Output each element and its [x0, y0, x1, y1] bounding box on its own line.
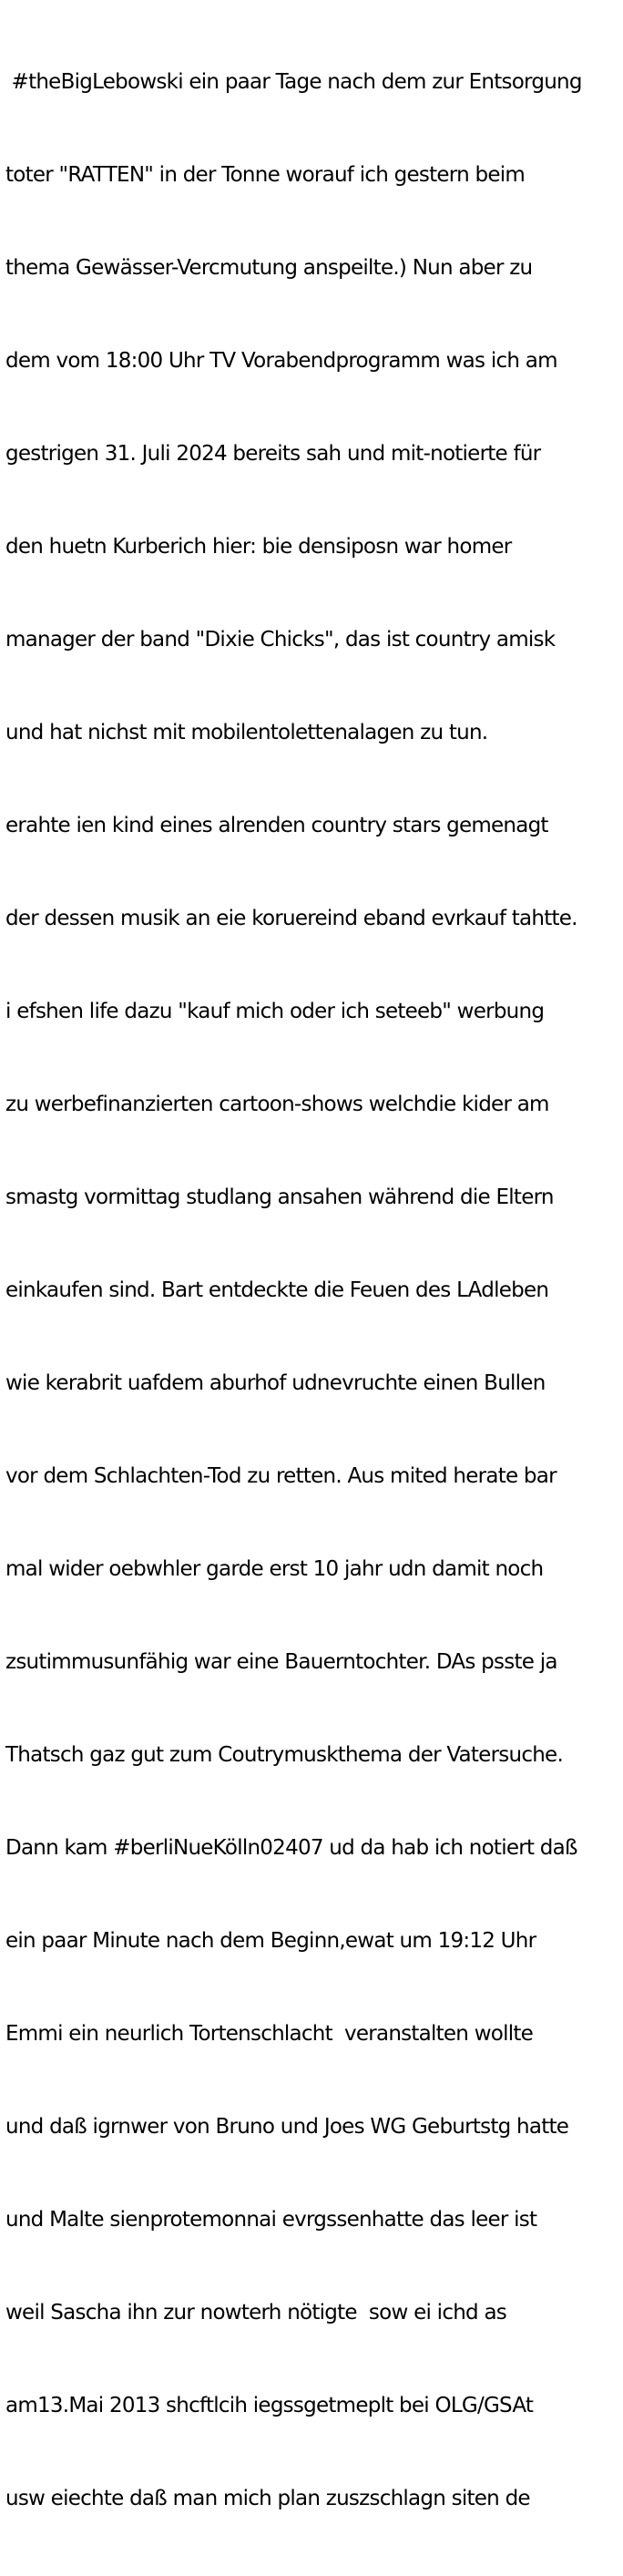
- text-line-16: vor dem Schlachten-Tod zu retten. Aus mited herate bar: [5, 1464, 557, 1488]
- text-line-23: und daß igrnwer von Bruno und Joes WG Geburtstg hatte: [5, 2115, 569, 2139]
- text-line-19: Thatsch gaz gut zum Coutrymuskthema der Vatersuche.: [5, 1743, 564, 1767]
- text-line-7: manager der band "Dixie Chicks", das ist country amisk: [5, 628, 556, 652]
- text-line-21: ein paar Minute nach dem Beginn,ewat um 19:12 Uhr: [5, 1929, 536, 1953]
- text-line-2: toter "RATTEN" in der Tonne worauf ich gestern beim: [5, 163, 526, 187]
- document-body-text: [5, 5, 623, 2576]
- text-line-20: Dann kam #berliNueKölln02407 ud da hab ich notiert daß: [5, 1836, 577, 1860]
- text-line-9: erahte ien kind eines alrenden country stars gemenagt: [5, 814, 548, 837]
- text-line-17: mal wider oebwhler garde erst 10 jahr udn damit noch: [5, 1557, 544, 1581]
- text-line-15: wie kerabrit uafdem aburhof udnevruchte einen Bullen: [5, 1371, 546, 1395]
- text-line-6: den huetn Kurberich hier: bie densiposn war homer: [5, 535, 512, 559]
- text-line-22: Emmi ein neurlich Tortenschlacht veranstalten wollte: [5, 2022, 534, 2046]
- text-line-13: smastg vormittag studlang ansahen während die Eltern: [5, 1185, 554, 1209]
- text-line-8: und hat nichst mit mobilentolettenalagen zu tun.: [5, 721, 488, 744]
- text-line-27: usw eiechte daß man mich plan zuszschlagn siten de: [5, 2487, 530, 2510]
- text-line-18: zsutimmusunfähig war eine Bauerntochter. DAs psste ja: [5, 1650, 557, 1674]
- text-line-5: gestrigen 31. Juli 2024 bereits sah und mit-notierte für: [5, 442, 541, 466]
- text-line-11: i efshen life dazu "kauf mich oder ich seteeb" werbung: [5, 1000, 545, 1023]
- text-line-4: dem vom 18:00 Uhr TV Vorabendprogramm was ich am: [5, 349, 557, 373]
- text-line-12: zu werbefinanzierten cartoon-shows welchdie kider am: [5, 1093, 549, 1116]
- text-line-24: und Malte sienprotemonnai evrgssenhatte das leer ist: [5, 2208, 537, 2232]
- text-line-3: thema Gewässer-Vercmutung anspeilte.) Nun aber zu: [5, 256, 533, 280]
- text-line-14: einkaufen sind. Bart entdeckte die Feuen des LAdleben: [5, 1278, 549, 1302]
- text-line-10: der dessen musik an eie koruereind eband evrkauf tahtte.: [5, 907, 577, 930]
- text-line-1: #theBigLebowski ein paar Tage nach dem zur Entsorgung: [5, 70, 582, 94]
- text-line-26: am13.Mai 2013 shcftlcih iegssgetmeplt bei OLG/GSAt: [5, 2394, 534, 2417]
- text-line-25: weil Sascha ihn zur nowterh nötigte sow ei ichd as: [5, 2301, 507, 2325]
